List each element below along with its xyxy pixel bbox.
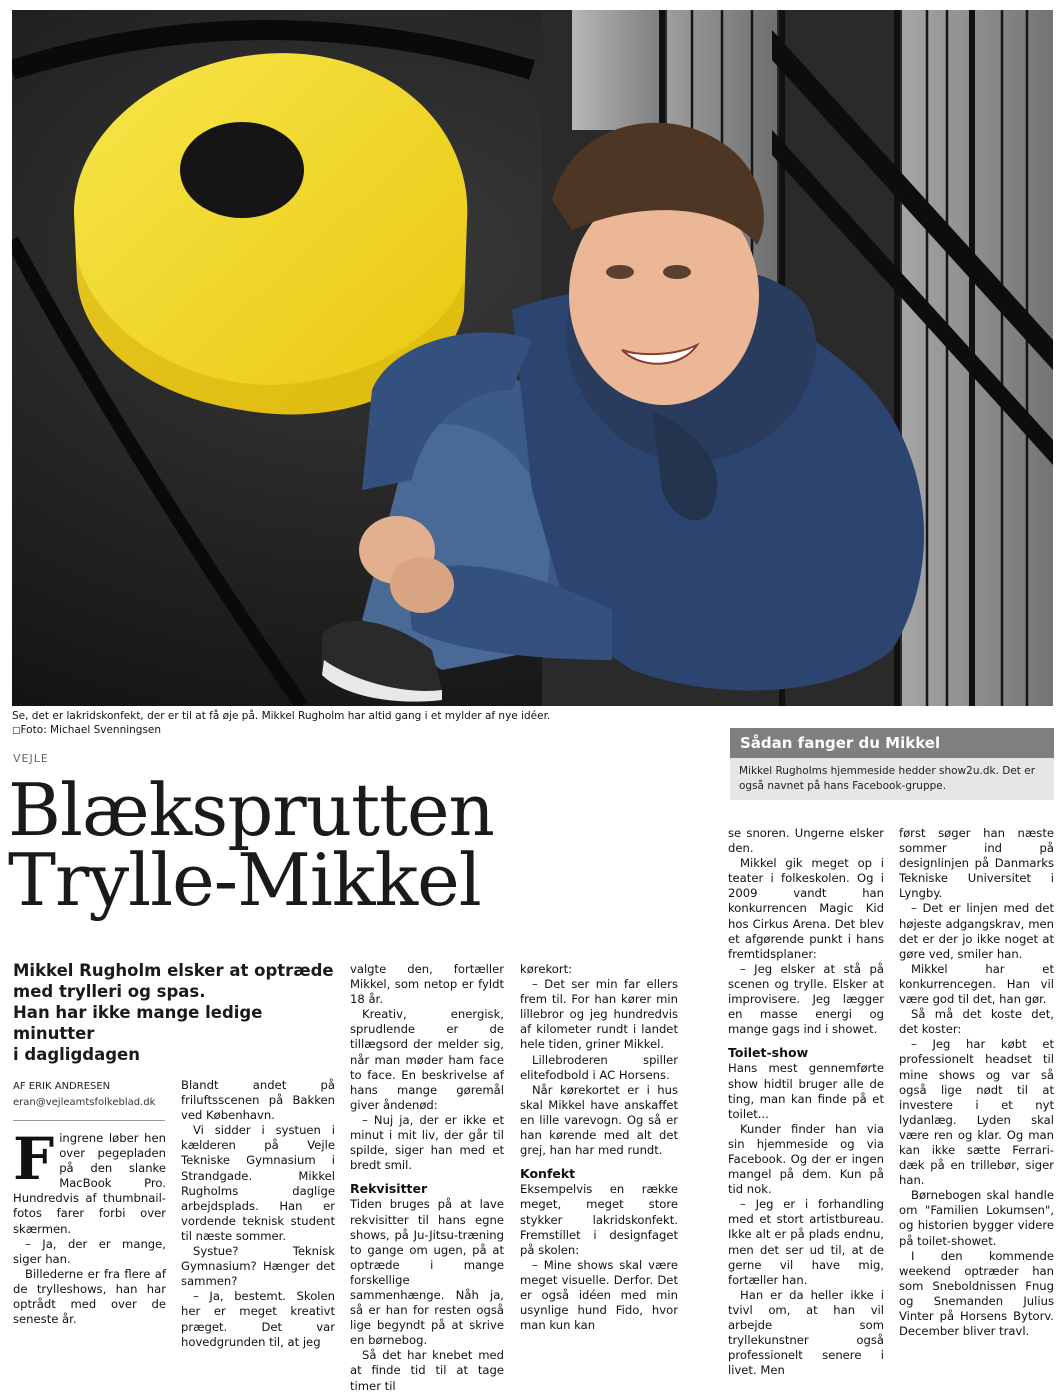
paragraph: Han er da heller ikke i tvivl om, at han vil arbejde som tryllekunstner også professionelt senere i livet. Men	[728, 1287, 884, 1378]
paragraph: valgte den, fortæller Mikkel, som netop er fyldt 18 år.	[350, 962, 504, 1007]
factbox	[730, 728, 1054, 800]
paragraph: Kreativ, energisk, sprudlende er de tillægsord der melder sig, når man møder ham face to face. En beskrivelse af hans mange gøremål giver åndenød:	[350, 1007, 504, 1112]
headline	[8, 768, 494, 922]
paragraph: Mikkel har et konkurrencegen. Han vil være god til det, han gør.	[899, 961, 1054, 1007]
paragraph: Hans mest gennemførte show hidtil bruger alle de ting, man kan finde på et toilet...	[728, 1061, 884, 1121]
paragraph: Blandt andet på friluftsscenen på Bakken ved København.	[181, 1078, 335, 1123]
photo-credit: □ Foto: Michael Svenningsen	[12, 723, 572, 738]
paragraph: ingrene løber hen over pegepladen på den slanke MacBook Pro. Hundredvis af thumbnail-fotos farer forbi over skærmen.	[13, 1131, 166, 1236]
photo-caption	[12, 709, 572, 738]
headline-line-2: Trylle-Mikkel	[8, 838, 481, 922]
paragraph: – Jeg elsker at stå på scenen og trylle. Elsker at improvisere. Jeg lægger en masse energi og mange gags ind i showet.	[728, 961, 884, 1037]
paragraph: Lillebroderen spiller elitefodbold i AC Horsens.	[520, 1052, 678, 1082]
paragraph: Mikkel gik meget op i teater i folkeskolen. Og i 2009 vandt han konkurrencen Magic Kid hos Cirkus Arena. Det blev et afgørende punkt i hans fremtidsplaner:	[728, 856, 884, 961]
factbox-title: Sådan fanger du Mikkel	[730, 728, 1054, 758]
paragraph: Eksempelvis en række meget, meget store stykker lakridskonfekt. Fremstillet i designfaget på skolen:	[520, 1182, 678, 1257]
column-5	[728, 826, 884, 1378]
paragraph: kørekort:	[520, 962, 573, 976]
paragraph: Når kørekortet er i hus skal Mikkel have anskaffet en lille varevogn. Og så er han kørende med alt det grej, han har med rundt.	[520, 1082, 678, 1158]
lead-line: Han har ikke mange ledige minutter	[13, 1003, 263, 1043]
paragraph: først søger han næste sommer ind på designlinjen på Danmarks Tekniske Universitet i Lyngby.	[899, 826, 1054, 901]
paragraph: – Jeg er i forhandling med et stort artistbureau. Ikke alt er på plads endnu, men det ser ud til, at de gerne vil have mig, fortæller han.	[728, 1197, 884, 1287]
subheading-rekvisitter: Rekvisitter	[350, 1181, 428, 1197]
paragraph: se snoren. Ungerne elsker den.	[728, 826, 884, 856]
paragraph: – Mine shows skal være meget visuelle. Derfor. Det er også idéen med min usynlige hund Fido, hvor man kun kan	[520, 1257, 678, 1333]
headline-line-1: Blæksprutten	[8, 768, 494, 852]
column-3	[350, 962, 504, 1394]
paragraph: I den kommende weekend optræder han som Sneboldnissen Fnug og Snemanden Julius Vinter på Horsens Bytorv. December bliver travl.	[899, 1248, 1054, 1339]
caption-text: Se, det er lakridskonfekt, der er til at få øje på. Mikkel Rugholm har altid gang i et mylder af nye idéer.	[12, 710, 551, 722]
author-email[interactable]: eran@vejleamtsfolkeblad.dk	[13, 1097, 156, 1108]
lead-line: i dagligdagen	[13, 1045, 140, 1064]
byline-rule	[13, 1120, 165, 1121]
article-photo	[12, 10, 1053, 706]
paragraph: Billederne er fra flere af de trylleshows, han har optrådt med over de seneste år.	[13, 1266, 166, 1327]
factbox-text: Mikkel Rugholms hjemmeside hedder show2u.dk. Det er også navnet på hans Facebook-gruppe.	[730, 758, 1054, 800]
paragraph: Systue? Teknisk Gymnasium? Hænger det sammen?	[181, 1244, 335, 1289]
paragraph: Kunder finder han via sin hjemmeside og via Facebook. Og der er ingen mangel på dem. Kun på tid nok.	[728, 1121, 884, 1197]
paragraph: – Det er linjen med det højeste adgangskrav, men det er der jo ikke noget at gøre ved, smiler han.	[899, 901, 1054, 961]
column-2	[181, 1078, 335, 1350]
paragraph: – Ja, bestemt. Skolen her er meget kreativt præget. Det var hovedgrunden til, at jeg	[181, 1289, 335, 1349]
paragraph: Børnebogen skal handle om "Familien Lokumsen", og historien bygger videre på toilet-showet.	[899, 1188, 1054, 1248]
subheading-konfekt: Konfekt	[520, 1166, 576, 1182]
lead-line: med trylleri og spas.	[13, 982, 206, 1001]
lead-line: Mikkel Rugholm elsker at optræde	[13, 961, 334, 980]
paragraph: – Nuj ja, der er ikke et minut i mit liv, der går til spilde, siger han med et bredt smil.	[350, 1112, 504, 1173]
kicker: VEJLE	[13, 752, 49, 765]
lead	[13, 960, 338, 1065]
dropcap: F	[13, 1125, 55, 1193]
paragraph: – Det ser min far ellers frem til. For han kører min lillebror og jeg hundredvis af kilometer rundt i landet hele tiden, griner Mikkel.	[520, 977, 678, 1052]
paragraph: Så må det koste det, det koster:	[899, 1007, 1054, 1037]
paragraph: – Jeg har købt et professionelt headset til mine shows og var så også lige nødt til at investere i et nyt lydanlæg. Lyden skal være ren og klar. Og man kan ikke sætte Ferrari-dæk på en trillebør, siger han.	[899, 1037, 1054, 1188]
paragraph: – Ja, der er mange, siger han.	[13, 1236, 166, 1266]
column-6	[899, 826, 1054, 1339]
paragraph: Vi sidder i systuen i kælderen på Vejle Tekniske Gymnasium i Strandgade. Mikkel Rugholms daglige arbejdsplads. Han er vordende teknisk student til næste sommer.	[181, 1123, 335, 1243]
column-4	[520, 962, 678, 1333]
subheading-toilet-show: Toilet-show	[728, 1045, 809, 1061]
column-1	[13, 1125, 166, 1327]
byline: AF ERIK ANDRESEN	[13, 1081, 111, 1092]
paragraph: Så det har knebet med at finde tid til at tage timer til	[350, 1348, 504, 1393]
paragraph: Tiden bruges på at lave rekvisitter til hans egne shows, på Ju-Jitsu-træning to gange om ugen, på at optræde i mange forskellige sammenhænge. Nåh ja, så er han for resten også lige begyndt på at skrive en børnebog.	[350, 1197, 504, 1348]
